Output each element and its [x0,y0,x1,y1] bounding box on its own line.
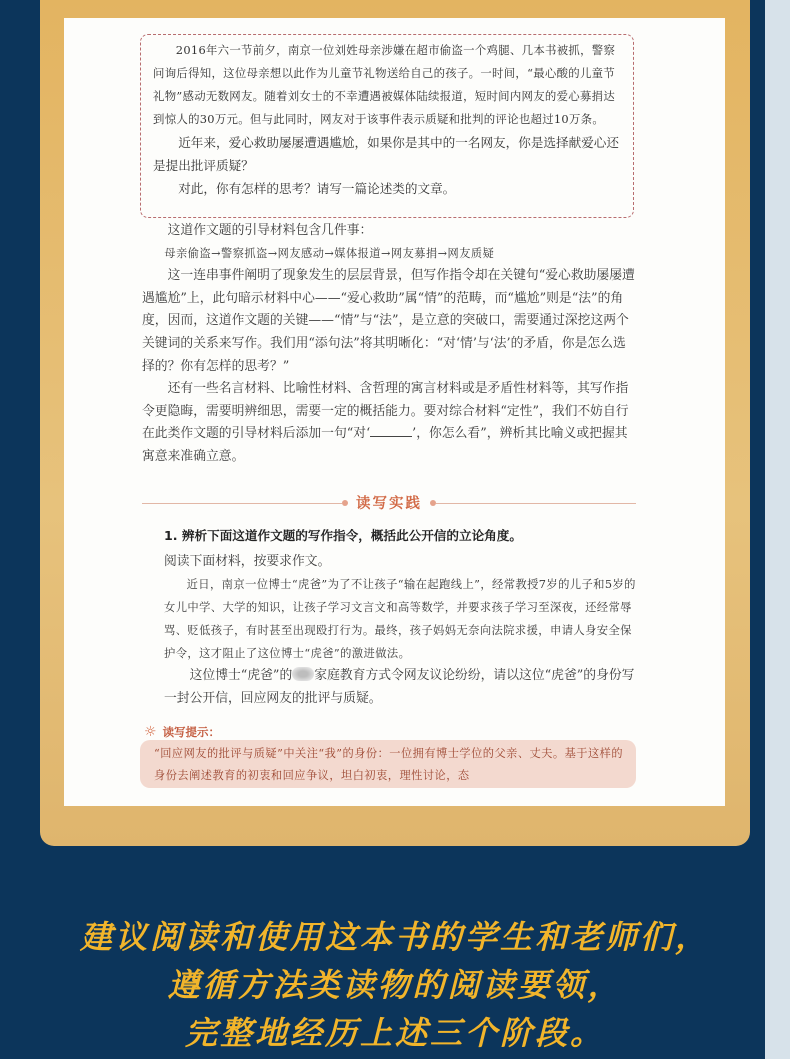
practice-question: 1. 辨析下面这道作文题的写作指令，概括此公开信的立论角度。 [164,528,522,543]
practice-task-end: 家庭教育方式令网友议论纷纷，请以这位“虎爸”的身份写一封公开信，回应网友的批评与质疑。 [164,668,635,706]
tip-text: “回应网友的批评与质疑”中关注“我”的身份：一位拥有博士学位的父亲、丈夫。基于这样的身份去阐述教育的初衷和回应争议，坦白初衷，理性讨论，态 [154,747,624,782]
heading-dot-left [342,500,348,506]
blurred-word [292,667,314,681]
right-edge-strip [765,0,790,1059]
prompt-material-box [140,34,634,218]
slogan-line-1: 建议阅读和使用这本书的学生和老师们， [79,918,710,956]
analysis-paragraph-3-end: ’，你怎么看”，辨析其比喻义或把握其寓意来准确立意。 [142,426,628,464]
heading-rule-right [436,503,636,504]
practice-task [164,665,636,710]
practice-task-start: 这位博士“虎爸”的 [189,668,293,683]
material-paragraph-2: 近年来，爱心救助屡屡遭遇尴尬，如果你是其中的一名网友，你是选择献爱心还是提出批评质疑？ [153,135,619,173]
practice-material: 近日，南京一位博士“虎爸”为了不让孩子“输在起跑线上”，经常教授7岁的儿子和5岁的女儿中学、大学的知识，让孩子学习文言文和高等数学，并要求孩子学习至深夜，还经常辱骂、贬低孩子，有时甚至出现殴打行为。最终，孩子妈妈无奈向法院求援，申请人身安全保护令，这才阻止了这位博士“虎爸”的激进做法。 [164,578,636,660]
section-title: 读写实践 [356,496,422,512]
tip-heading-label: 读写提示： [162,725,221,739]
material-paragraph-1: 2016年六一节前夕，南京一位刘姓母亲涉嫌在超市偷盗一个鸡腿、几本书被抓，警察问询后得知，这位母亲想以此作为儿童节礼物送给自己的孩子。一时间，“最心酸的儿童节礼物”感动无数网友。随着刘女士的不幸遭遇被媒体陆续报道，短时间内网友的爱心募捐达到惊人的30万元。但与此同时，网友对于该事件表示质疑和批判的评论也超过10万条。 [153,43,616,126]
analysis-paragraph-3-start: 还有一些名言材料、比喻性材料、含哲理的寓言材料或是矛盾性材料等，其写作指令更隐晦，需要明辨细思，需要一定的概括能力。要对综合材料“定性”，我们不妨自行在此类作文题的引导材料后添加一句“对‘ [142,381,629,442]
analysis-intro: 这道作文题的引导材料包含几件事： [167,223,373,238]
slogan-line-2: 遵循方法类读物的阅读要领， [167,966,623,1004]
material-paragraph-3: 对此，你有怎样的思考？请写一篇论述类的文章。 [178,181,456,196]
analysis-text [142,220,636,469]
event-chain: 母亲偷盗→警察抓盗→网友感动→媒体报道→网友募捐→网友质疑 [164,246,495,260]
tip-box [140,740,636,788]
tip-heading [144,723,220,741]
analysis-paragraph-2: 这一连串事件阐明了现象发生的层层背景，但写作指令却在关键句“爱心救助屡屡遭遇尴尬”上，此句暗示材料中心——“爱心救助”属“情”的范畴，而“尴尬”则是“法”的角度，因而，这道作文题的关键——“情”与“法”，是立意的突破口，需要通过深挖这两个关键词的关系来写作。我们用“添句法”将其明晰化：“对‘情’与‘法’的矛盾，你是怎么选择的？你有怎样的思考？” [142,268,635,374]
practice-section [164,525,636,710]
analysis-paragraph-3 [142,378,636,468]
section-heading [142,490,636,518]
sun-icon: ☼ [144,724,157,740]
fill-blank [370,424,412,437]
book-page [64,18,725,806]
slogan-line-3: 完整地经历上述三个阶段。 [184,1014,605,1052]
practice-instruction: 阅读下面材料，按要求作文。 [164,553,331,569]
heading-rule-left [142,503,342,504]
